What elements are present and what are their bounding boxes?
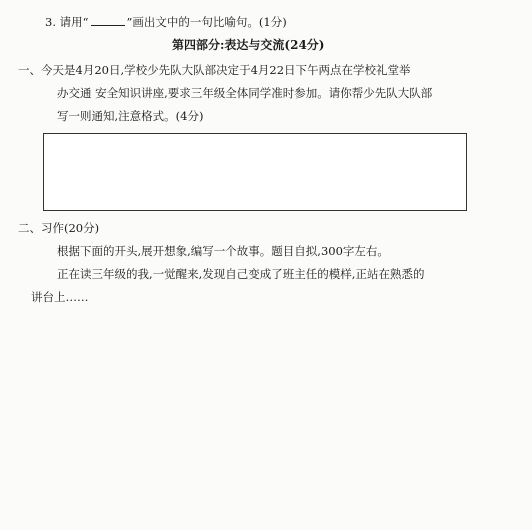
story-opening-line-2: 讲台上…… [31,290,89,304]
story-opening-line-1: 正在读三年级的我,一觉醒来,发现自己变成了班主任的模样,正站在熟悉的 [57,267,425,281]
part-2-heading: 二、习作(20分) [18,221,100,235]
part-1-line-2: 办交通 安全知识讲座,要求三年级全体同学准时参加。请你帮少先队大队部 [57,86,433,100]
underline-blank [91,15,125,26]
question-3-text-before: 请用“ [59,15,89,29]
question-3-number: 3. [45,15,56,29]
part-1-line-1: 一、今天是4月20日,学校少先队大队部决定于4月22日下午两点在学校礼堂举 [18,63,411,77]
part-2-instruction: 根据下面的开头,展开想象,编写一个故事。题目自拟,300字左右。 [57,244,389,258]
question-3 [45,15,287,30]
part-1-line-3: 写一则通知,注意格式。(4分) [57,109,204,123]
question-3-text-after: ”画出文中的一句比喻句。(1分) [126,15,287,29]
answer-box[interactable] [43,133,467,211]
section-4-title: 第四部分:表达与交流(24分) [172,38,325,52]
